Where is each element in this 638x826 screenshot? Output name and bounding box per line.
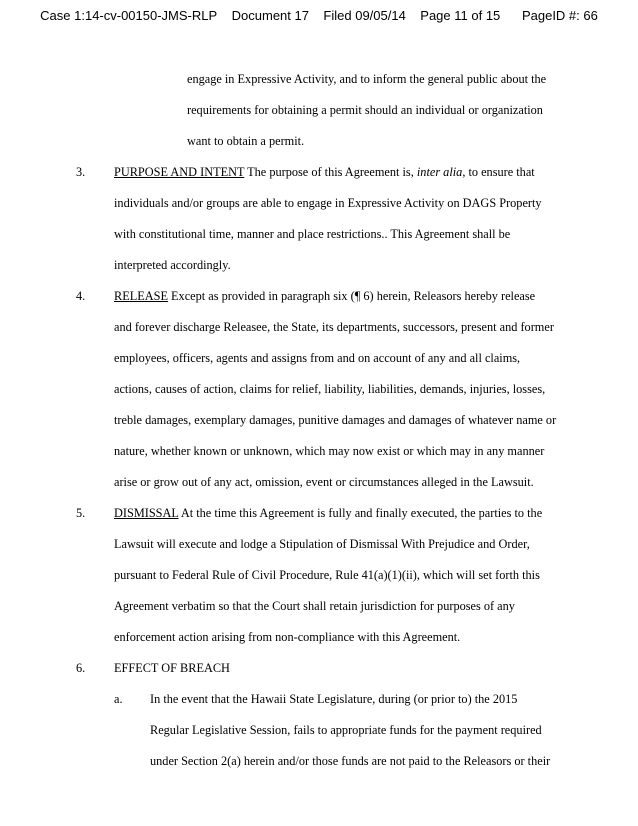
text-line: employees, officers, agents and assigns from and on account of any and all claims, [114,351,521,365]
text-line: and forever discharge Releasee, the State, its departments, successors, present and former [114,320,554,334]
page-id: PageID #: 66 [521,8,598,23]
section-number: 6. [76,661,86,675]
filed-date: Filed 09/05/14 [323,8,406,23]
section-number: 4. [76,289,86,303]
text-line: pursuant to Federal Rule of Civil Procedure, Rule 41(a)(1)(ii), which will set forth this [114,568,540,582]
text-line: treble damages, exemplary damages, punitive damages and damages of whatever name or [114,413,557,427]
section-5-first-line [114,506,542,520]
section-number: 3. [76,165,86,179]
section-heading: EFFECT OF BREACH [114,661,230,675]
section-heading: DISMISSAL [114,506,179,520]
text-line: Agreement verbatim so that the Court shall retain jurisdiction for purposes of any [114,599,515,613]
section-heading: RELEASE [114,289,168,303]
court-filing-header [0,8,638,23]
document-number: Document 17 [231,8,309,23]
text-line: interpreted accordingly. [114,258,231,272]
text-fragment: , to ensure that [462,165,535,179]
text-fragment: The purpose of this Agreement is, [244,165,417,179]
section-number: 5. [76,506,86,520]
text-line: with constitutional time, manner and place restrictions.. This Agreement shall be [114,227,511,241]
text-line: In the event that the Hawaii State Legislature, during (or prior to) the 2015 [150,692,518,706]
section-3-first-line [114,165,535,179]
section-4-first-line [114,289,535,303]
text-line: individuals and/or groups are able to engage in Expressive Activity on DAGS Property [114,196,542,210]
text-line: under Section 2(a) herein and/or those funds are not paid to the Releasors or their [150,754,551,768]
text-line: arise or grow out of any act, omission, event or circumstances alleged in the Lawsuit. [114,475,534,489]
page-count: Page 11 of 15 [420,8,501,23]
text-line: requirements for obtaining a permit should an individual or organization [187,103,543,117]
text-line: engage in Expressive Activity, and to inform the general public about the [187,72,547,86]
text-line: want to obtain a permit. [187,134,305,148]
text-line: enforcement action arising from non-compliance with this Agreement. [114,630,461,644]
text-fragment: At the time this Agreement is fully and finally executed, the parties to the [178,506,543,520]
section-heading: PURPOSE AND INTENT [114,165,245,179]
text-line: nature, whether known or unknown, which may now exist or which may in any manner [114,444,545,458]
text-line: actions, causes of action, claims for relief, liability, liabilities, demands, injuries, losses, [114,382,546,396]
italic-term: inter alia [416,165,463,179]
subsection-label: a. [114,692,123,706]
text-fragment: Except as provided in paragraph six (¶ 6) herein, Releasors hereby release [167,289,536,303]
case-number: Case 1:14-cv-00150-JMS-RLP [40,8,218,23]
text-line: Lawsuit will execute and lodge a Stipulation of Dismissal With Prejudice and Order, [114,537,530,551]
text-line: Regular Legislative Session, fails to appropriate funds for the payment required [150,723,542,737]
